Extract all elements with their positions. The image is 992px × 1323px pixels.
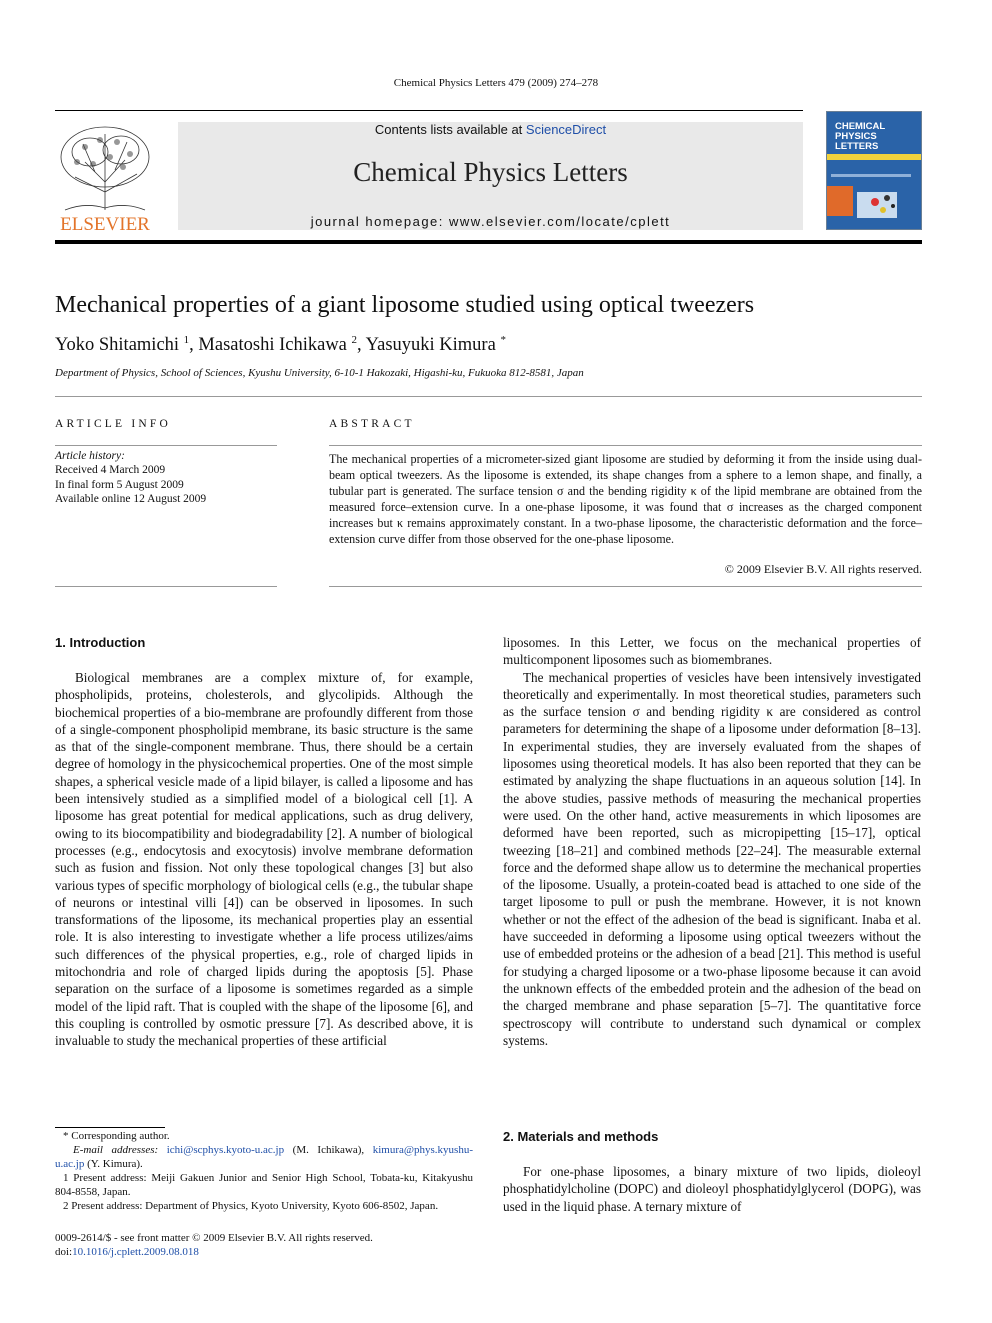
cover-art-icon xyxy=(827,172,922,230)
journal-citation: Chemical Physics Letters 479 (2009) 274–278 xyxy=(393,77,599,89)
elsevier-tree-icon xyxy=(55,122,155,234)
abstract-text: The mechanical properties of a micrometer-sized giant liposome are studied by deforming it from the inside using dual-beam optical tweezers. As the liposome is extended, its shape changes from a sphere to a lemon shape, and finally, a tubular part is generated. The surface tension σ and the bending rigidity κ of the lipid membrane are obtained from the measured force–extension curve. In a one-phase liposome, it was found that σ increases as the charged component increases but κ remains approximately constant. In a two-phase liposome, the characteristic deformation and the force–extension curve differ from those observed for the one-phase liposome. xyxy=(329,452,922,546)
journal-cover xyxy=(826,111,922,230)
intro-paragraph: Biological membranes are a complex mixture of, for example, phospholipids, proteins, cholesterols, and glycolipids. Although the biochemical properties of a bio-membrane are profoundly different from those of a single-component phospholipid membrane, its basic structure is the same as that of the single-component membrane. Thus, there should be a certain degree of homology in the physicochemical properties. One of the most simple shapes, a spherical vesicle made of a lipid bilayer, is called a liposome and has been intensively studied as a simplified model of a biological cell [1]. A liposome has great potential for medical applications, such as drug delivery, owing to its biocompatibility and biodegradability [2]. A number of biological processes (e.g., endocytosis and exocytosis) involve membrane deformation such as fusion and fission. Not only these topological changes [3] but also various types of specific morphology of biological cells (e.g., the tubular shape of neurons or intestinal villi [4]) can be observed in liposomes. In such transformations of the liposome, its mechanical properties play an essential role. It is also interesting to investigate whether a life process utilizes/aims such differences of the physical properties, e.g., role of charged lipids in mitochondria and role of charged lipids during the apoptosis [5]. Phase separation on the surface of a liposome is sometimes regarded as a simple model of the lipid raft. That is coupled with the shape of the liposome [6], and this coupling is controlled by osmotic pressure [7]. As described above, it is invaluable to study the mechanical properties of these artificial xyxy=(55,670,473,1049)
abstract-copyright: © 2009 Elsevier B.V. All rights reserved. xyxy=(724,562,922,576)
author-name[interactable]: Yoko Shitamichi xyxy=(55,335,180,355)
right-column xyxy=(503,634,921,1049)
cover-stripe xyxy=(827,154,922,160)
article-title: Mechanical properties of a giant liposome studied using optical tweezers xyxy=(55,292,755,318)
email-label: E-mail addresses: xyxy=(73,1144,167,1156)
article-info-heading: ARTICLE INFO xyxy=(55,418,171,430)
footnote-1: 1 Present address: Meiji Gakuen Junior and Senior High School, Tobata-ku, Kitakyushu 804-8558, Japan. xyxy=(55,1172,473,1198)
doi-label: doi: xyxy=(55,1246,73,1258)
author-name[interactable]: Yasuyuki Kimura xyxy=(365,335,496,355)
journal-header-box xyxy=(178,122,803,230)
sciencedirect-link[interactable]: ScienceDirect xyxy=(525,122,607,137)
doi-link[interactable]: 10.1016/j.cplett.2009.08.018 xyxy=(72,1246,199,1258)
journal-homepage[interactable]: journal homepage: www.elsevier.com/locate/cplett xyxy=(310,214,671,229)
article-info-rule xyxy=(55,445,277,446)
author-list: Yoko Shitamichi $^1$, Masatoshi Ichikawa $^2$, Yasuyuki Kimura * xyxy=(55,334,506,355)
publisher-wordmark: ELSEVIER xyxy=(60,214,150,234)
intro-continuation: liposomes. In this Letter, we focus on the mechanical properties of multicomponent liposomes such as biomembranes. xyxy=(503,635,921,668)
article-info-bottom-rule xyxy=(55,586,277,587)
contents-line xyxy=(178,122,803,137)
corresponding-author-mark[interactable]: * xyxy=(500,334,506,346)
email-link[interactable]: kimura@phys.kyushu-u.ac.jp xyxy=(55,1144,473,1170)
email-owner: (Y. Kimura). xyxy=(84,1158,143,1170)
intro-paragraph: The mechanical properties of vesicles have been intensively investigated theoretically and experimentally. In most theoretical studies, parameters such as the surface tension σ and bending rigidity κ are considered as control parameters for determining the shape of a liposome under deformation [8–13]. In experimental studies, they are inversely evaluated from the shapes of liposomes using theoretical models. It has also been reported that they can be estimated by analyzing the shape fluctuations in an aqueous solution [14]. In the above studies, passive methods of measuring the mechanical properties were used. On the other hand, active measurements in which liposomes are deformed have been reported, such as micropipetting [15–17], optical tweezing [18–21] and combined methods [22–24]. The measurable external force and the deformed shape allow us to determine the mechanical properties of the liposome. Usually, a protein-coated bead is attached to one side of the target liposome to pull or push the membrane. However, it is not known whether or not the effect of the adhesion of the bead is significant. Inaba et al. have succeeded in deforming a liposome using optical tweezers without the use of embedded proteins or the adhesion of a bead [21]. This method is useful for studying a charged liposome or a two-phase liposome because it can avoid the unknown effects of the embedded protein and the adhesion of the bead on the charged membrane and phase separation [5–7]. The quantitative force spectroscopy will contribute to understand such dynamical or complex systems. xyxy=(503,669,921,1048)
author-name[interactable]: Masatoshi Ichikawa xyxy=(198,335,347,355)
online-date: Available online 12 August 2009 xyxy=(55,492,207,505)
affiliation: Department of Physics, School of Sciences, Kyushu University, 6-10-1 Hakozaki, Higashi-ku, Fukuoka 812-8581, Japan xyxy=(55,367,584,379)
author-footnote-mark[interactable]: 1 xyxy=(183,334,190,346)
footnotes xyxy=(55,1129,473,1213)
footnote-rule xyxy=(55,1127,165,1128)
methods-heading: 2. Materials and methods xyxy=(503,1129,659,1144)
email-owner: (M. Ichikawa), xyxy=(284,1144,373,1156)
front-matter xyxy=(55,1231,373,1259)
received-date: Received 4 March 2009 xyxy=(55,464,166,477)
header-thick-rule xyxy=(55,240,922,244)
doi-line xyxy=(55,1245,373,1259)
abstract-heading: ABSTRACT xyxy=(329,418,415,430)
journal-title: Chemical Physics Letters xyxy=(353,157,628,187)
corresponding-author-note: * Corresponding author. xyxy=(63,1130,170,1142)
introduction-heading: 1. Introduction xyxy=(55,635,146,650)
contents-prefix: Contents lists available at xyxy=(374,122,526,137)
cover-title: CHEMICAL PHYSICS LETTERS xyxy=(835,121,886,152)
abstract-rule xyxy=(329,445,922,446)
history-label: Article history: xyxy=(55,450,125,462)
methods-paragraph: For one-phase liposomes, a binary mixture of two lipids, dioleoyl phosphatidylcholine (DOPC) and dioleoyl phosphatidylglycerol (DOPG), was used in the liquid phase. A ternary mixture of xyxy=(503,1164,921,1214)
issn-line: 0009-2614/$ - see front matter © 2009 Elsevier B.V. All rights reserved. xyxy=(55,1232,373,1244)
abstract-bottom-rule xyxy=(329,586,922,587)
email-note xyxy=(55,1143,473,1171)
revised-date: In final form 5 August 2009 xyxy=(55,478,184,491)
header-rule xyxy=(55,110,803,111)
methods-text xyxy=(503,1163,921,1215)
left-column xyxy=(55,669,473,1050)
article-history xyxy=(55,449,277,506)
email-link[interactable]: ichi@scphys.kyoto-u.ac.jp xyxy=(166,1144,285,1156)
elsevier-logo xyxy=(55,122,155,234)
author-footnote-mark[interactable]: 2 xyxy=(351,334,358,346)
footnote-2: 2 Present address: Department of Physics, Kyoto University, Kyoto 606-8502, Japan. xyxy=(63,1200,439,1212)
affiliation-rule xyxy=(55,396,922,397)
